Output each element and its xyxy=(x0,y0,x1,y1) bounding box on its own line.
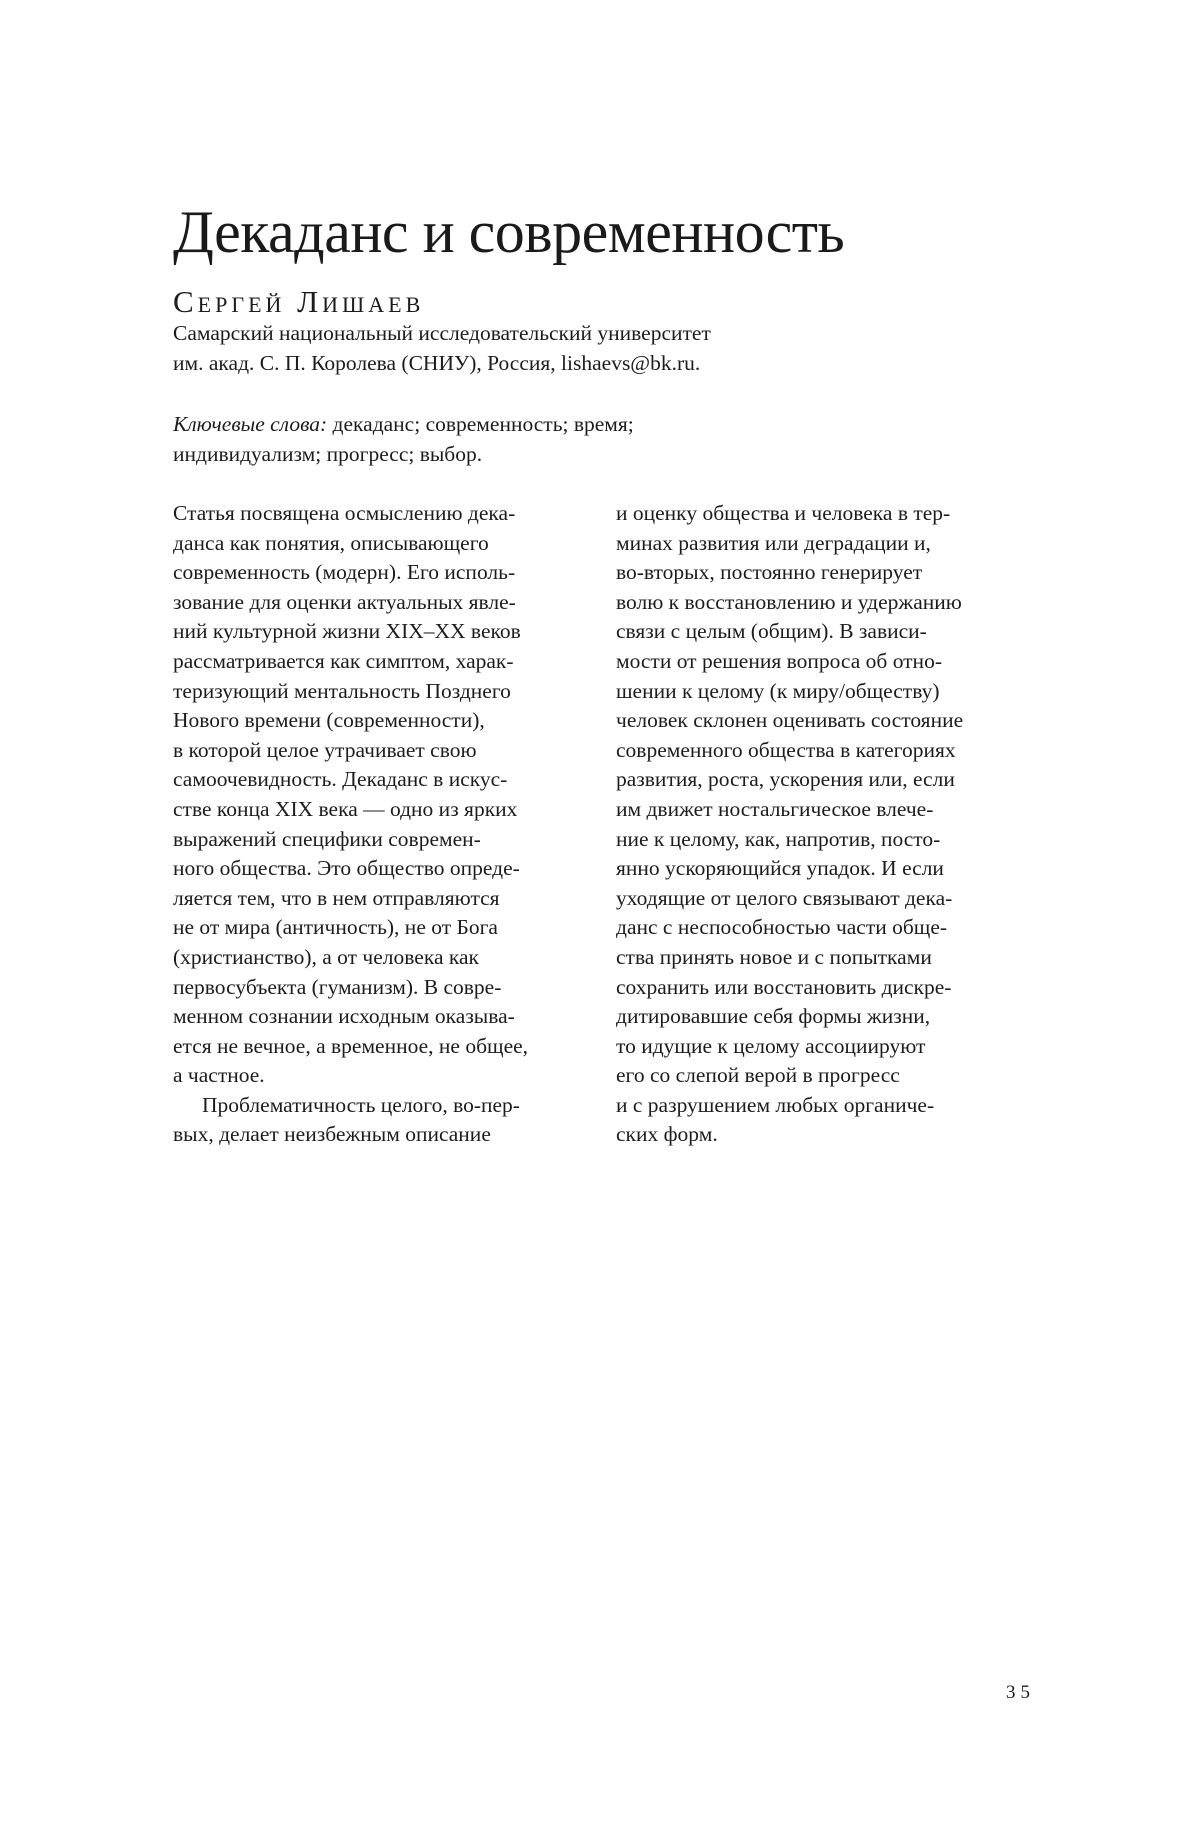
text-line: ляется тем, что в нем отправляются xyxy=(173,885,500,910)
text-line: (христианство), а от человека как xyxy=(173,944,479,969)
text-line: дитировавшие себя формы жизни, xyxy=(616,1004,931,1029)
keywords-block xyxy=(173,409,634,469)
text-line: ских форм. xyxy=(616,1122,718,1147)
text-line: мости от решения вопроса об отно- xyxy=(616,648,942,673)
text-line: Нового времени (современности), xyxy=(173,708,485,733)
text-line: рассматривается как симптом, харак- xyxy=(173,648,514,673)
keywords-line: индивидуализм; прогресс; выбор. xyxy=(173,442,483,466)
text-line: вых, делает неизбежным описание xyxy=(173,1122,491,1147)
text-line: не от мира (античность), не от Бога xyxy=(173,915,498,940)
text-line: и с разрушением любых органиче- xyxy=(616,1092,935,1117)
text-line: им движет ностальгическое влече- xyxy=(616,796,934,821)
text-line: во-вторых, постоянно генерирует xyxy=(616,560,923,585)
keywords-label: Ключевые слова: xyxy=(173,412,328,436)
text-line: развития, роста, ускорения или, если xyxy=(616,767,955,792)
abstract-right-column xyxy=(616,499,1036,1150)
text-line: и оценку общества и человека в тер- xyxy=(616,501,951,525)
text-line: связи с целым (общим). В зависи- xyxy=(616,619,927,644)
text-line: данс с неспособностью части обще- xyxy=(616,915,948,940)
text-line: а частное. xyxy=(173,1063,265,1088)
text-line: ства принять новое и с попытками xyxy=(616,944,932,969)
text-line: стве конца XIX века — одно из ярких xyxy=(173,796,518,821)
text-line: уходящие от целого связывают дека- xyxy=(616,885,953,910)
text-line: его со слепой верой в прогресс xyxy=(616,1063,900,1088)
text-line: волю к восстановлению и удержанию xyxy=(616,589,962,614)
affiliation-line: им. акад. С. П. Королева (СНИУ), Россия, lishaevs@bk.ru. xyxy=(173,351,701,375)
text-line: современного общества в категориях xyxy=(616,737,956,762)
text-line: сохранить или восстановить дискре- xyxy=(616,974,952,999)
abstract-left-column xyxy=(173,499,593,1150)
text-line: менном сознании исходным оказыва- xyxy=(173,1004,515,1029)
text-line: выражений специфики современ- xyxy=(173,826,481,851)
text-line: Статья посвящена осмыслению дека- xyxy=(173,501,516,525)
text-line: ется не вечное, а временное, не общее, xyxy=(173,1033,529,1058)
text-line: зование для оценки актуальных явле- xyxy=(173,589,516,614)
text-line: человек склонен оценивать состояние xyxy=(616,708,964,733)
text-line: теризующий ментальность Позднего xyxy=(173,678,511,703)
text-line: ний культурной жизни XIX–XX веков xyxy=(173,619,521,644)
text-line: современность (модерн). Его исполь- xyxy=(173,560,516,585)
text-line: янно ускоряющийся упадок. И если xyxy=(616,856,944,881)
article-title: Декаданс и современность xyxy=(173,199,845,265)
text-line: в которой целое утрачивает свою xyxy=(173,737,477,762)
text-line: ние к целому, как, напротив, посто- xyxy=(616,826,941,851)
author-affiliation xyxy=(173,318,711,378)
page-number: 35 xyxy=(1006,1682,1035,1703)
author-name: Сергей Лишаев xyxy=(173,284,425,319)
text-line: ного общества. Это общество опреде- xyxy=(173,856,520,881)
text-line: шении к целому (к миру/обществу) xyxy=(616,678,940,703)
text-line: самоочевидность. Декаданс в искус- xyxy=(173,767,508,792)
keywords-values: декаданс; современность; время; xyxy=(332,412,634,436)
keywords-line xyxy=(173,409,634,439)
text-line: то идущие к целому ассоциируют xyxy=(616,1033,926,1058)
text-line: данса как понятия, описывающего xyxy=(173,530,489,555)
text-line: первосубъекта (гуманизм). В совре- xyxy=(173,974,502,999)
text-line: Проблематичность целого, во-пер- xyxy=(202,1092,520,1117)
text-line: минах развития или деградации и, xyxy=(616,530,931,555)
affiliation-line: Самарский национальный исследовательский университет xyxy=(173,321,711,345)
